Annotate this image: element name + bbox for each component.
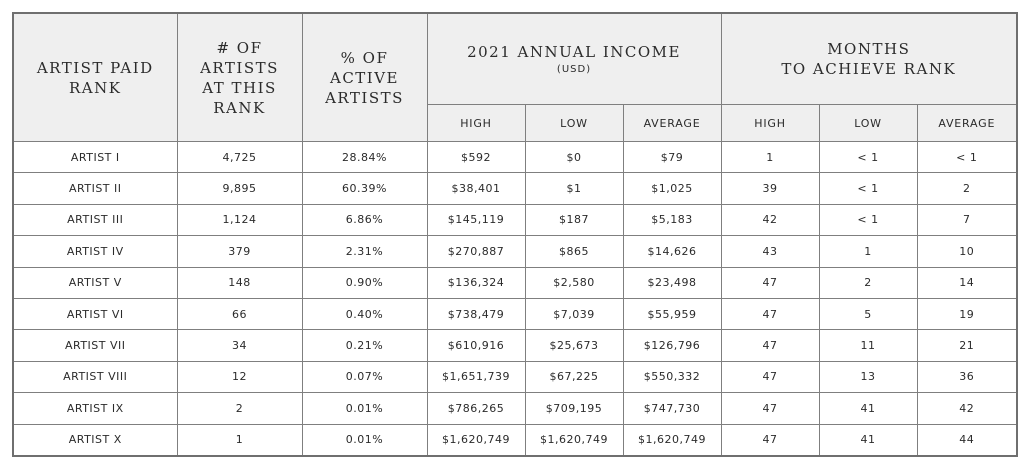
subheader-months-low: LOW xyxy=(819,105,917,142)
cell-count: 12 xyxy=(177,361,302,392)
header-count-line: RANK xyxy=(213,98,266,117)
cell-months-average: 44 xyxy=(917,424,1017,456)
header-count-line: ARTISTS xyxy=(200,58,279,77)
cell-months-high: 47 xyxy=(721,424,819,456)
cell-months-average: 19 xyxy=(917,298,1017,329)
subheader-income-high: HIGH xyxy=(427,105,525,142)
header-count-line: # OF xyxy=(216,38,263,57)
cell-income-high: $38,401 xyxy=(427,173,525,204)
cell-income-average: $550,332 xyxy=(623,361,721,392)
cell-months-average: 36 xyxy=(917,361,1017,392)
cell-months-high: 43 xyxy=(721,236,819,267)
cell-count: 1 xyxy=(177,424,302,456)
header-pct-line: % OF xyxy=(340,48,389,67)
header-artist-paid-rank xyxy=(13,13,177,142)
subheader-months-average: AVERAGE xyxy=(917,105,1017,142)
cell-months-high: 1 xyxy=(721,142,819,173)
cell-months-high: 39 xyxy=(721,173,819,204)
cell-months-high: 47 xyxy=(721,298,819,329)
cell-months-low: 1 xyxy=(819,236,917,267)
cell-pct: 6.86% xyxy=(302,204,427,235)
cell-months-high: 42 xyxy=(721,204,819,235)
cell-income-average: $14,626 xyxy=(623,236,721,267)
cell-income-high: $592 xyxy=(427,142,525,173)
header-months-line: TO ACHIEVE RANK xyxy=(781,60,957,78)
cell-rank: ARTIST IV xyxy=(13,236,177,267)
header-income-title: 2021 ANNUAL INCOME xyxy=(467,43,681,61)
cell-months-average: 10 xyxy=(917,236,1017,267)
cell-income-high: $270,887 xyxy=(427,236,525,267)
table-row xyxy=(13,298,1017,329)
cell-income-average: $1,620,749 xyxy=(623,424,721,456)
cell-income-low: $25,673 xyxy=(525,330,623,361)
cell-months-low: 11 xyxy=(819,330,917,361)
header-rank-line: RANK xyxy=(69,78,122,97)
cell-income-high: $1,620,749 xyxy=(427,424,525,456)
artist-income-table xyxy=(12,12,1018,457)
cell-pct: 0.07% xyxy=(302,361,427,392)
cell-income-high: $786,265 xyxy=(427,393,525,424)
cell-pct: 0.01% xyxy=(302,424,427,456)
cell-months-low: 41 xyxy=(819,393,917,424)
cell-months-low: < 1 xyxy=(819,204,917,235)
cell-rank: ARTIST VIII xyxy=(13,361,177,392)
header-active-pct xyxy=(302,13,427,142)
table-row xyxy=(13,330,1017,361)
header-count-line: AT THIS xyxy=(202,78,277,97)
cell-income-average: $5,183 xyxy=(623,204,721,235)
cell-months-high: 47 xyxy=(721,393,819,424)
header-months-line: MONTHS xyxy=(827,40,911,58)
table-row xyxy=(13,424,1017,456)
header-pct-line: ARTISTS xyxy=(325,88,404,107)
cell-income-high: $136,324 xyxy=(427,267,525,298)
cell-count: 2 xyxy=(177,393,302,424)
header-artist-count xyxy=(177,13,302,142)
cell-income-average: $23,498 xyxy=(623,267,721,298)
subheader-income-low: LOW xyxy=(525,105,623,142)
cell-months-low: < 1 xyxy=(819,142,917,173)
cell-pct: 0.90% xyxy=(302,267,427,298)
table-row xyxy=(13,393,1017,424)
header-group-row xyxy=(13,13,1017,105)
cell-income-low: $2,580 xyxy=(525,267,623,298)
header-income-unit: (USD) xyxy=(556,64,592,75)
cell-months-high: 47 xyxy=(721,330,819,361)
cell-months-high: 47 xyxy=(721,267,819,298)
cell-count: 4,725 xyxy=(177,142,302,173)
cell-income-average: $1,025 xyxy=(623,173,721,204)
table-row xyxy=(13,267,1017,298)
table-row xyxy=(13,142,1017,173)
cell-months-average: 7 xyxy=(917,204,1017,235)
cell-income-average: $126,796 xyxy=(623,330,721,361)
cell-months-low: 2 xyxy=(819,267,917,298)
cell-income-low: $0 xyxy=(525,142,623,173)
cell-income-high: $610,916 xyxy=(427,330,525,361)
cell-rank: ARTIST II xyxy=(13,173,177,204)
cell-count: 66 xyxy=(177,298,302,329)
cell-months-average: < 1 xyxy=(917,142,1017,173)
cell-months-low: 13 xyxy=(819,361,917,392)
table-row xyxy=(13,173,1017,204)
cell-income-low: $7,039 xyxy=(525,298,623,329)
table-row xyxy=(13,236,1017,267)
header-months-to-rank xyxy=(721,13,1017,105)
table-row xyxy=(13,204,1017,235)
cell-income-high: $145,119 xyxy=(427,204,525,235)
cell-count: 379 xyxy=(177,236,302,267)
cell-pct: 0.01% xyxy=(302,393,427,424)
table-header xyxy=(13,13,1017,142)
cell-income-average: $55,959 xyxy=(623,298,721,329)
cell-income-high: $738,479 xyxy=(427,298,525,329)
cell-rank: ARTIST V xyxy=(13,267,177,298)
cell-pct: 0.40% xyxy=(302,298,427,329)
cell-income-high: $1,651,739 xyxy=(427,361,525,392)
cell-count: 1,124 xyxy=(177,204,302,235)
header-annual-income xyxy=(427,13,721,105)
subheader-months-high: HIGH xyxy=(721,105,819,142)
income-table-container xyxy=(12,12,1016,457)
cell-pct: 60.39% xyxy=(302,173,427,204)
cell-rank: ARTIST III xyxy=(13,204,177,235)
cell-rank: ARTIST X xyxy=(13,424,177,456)
cell-rank: ARTIST I xyxy=(13,142,177,173)
cell-months-high: 47 xyxy=(721,361,819,392)
cell-months-low: 5 xyxy=(819,298,917,329)
cell-count: 148 xyxy=(177,267,302,298)
cell-rank: ARTIST VI xyxy=(13,298,177,329)
cell-months-average: 21 xyxy=(917,330,1017,361)
cell-pct: 0.21% xyxy=(302,330,427,361)
cell-count: 9,895 xyxy=(177,173,302,204)
cell-rank: ARTIST VII xyxy=(13,330,177,361)
cell-months-average: 42 xyxy=(917,393,1017,424)
cell-pct: 2.31% xyxy=(302,236,427,267)
cell-rank: ARTIST IX xyxy=(13,393,177,424)
table-body xyxy=(13,142,1017,456)
cell-income-low: $709,195 xyxy=(525,393,623,424)
cell-months-average: 2 xyxy=(917,173,1017,204)
cell-income-average: $747,730 xyxy=(623,393,721,424)
cell-pct: 28.84% xyxy=(302,142,427,173)
table-row xyxy=(13,361,1017,392)
cell-income-low: $1,620,749 xyxy=(525,424,623,456)
cell-income-average: $79 xyxy=(623,142,721,173)
header-pct-line: ACTIVE xyxy=(329,68,400,87)
cell-months-low: 41 xyxy=(819,424,917,456)
cell-months-low: < 1 xyxy=(819,173,917,204)
cell-months-average: 14 xyxy=(917,267,1017,298)
cell-count: 34 xyxy=(177,330,302,361)
header-rank-line: ARTIST PAID xyxy=(36,58,154,77)
cell-income-low: $187 xyxy=(525,204,623,235)
cell-income-low: $1 xyxy=(525,173,623,204)
cell-income-low: $865 xyxy=(525,236,623,267)
subheader-income-average: AVERAGE xyxy=(623,105,721,142)
cell-income-low: $67,225 xyxy=(525,361,623,392)
